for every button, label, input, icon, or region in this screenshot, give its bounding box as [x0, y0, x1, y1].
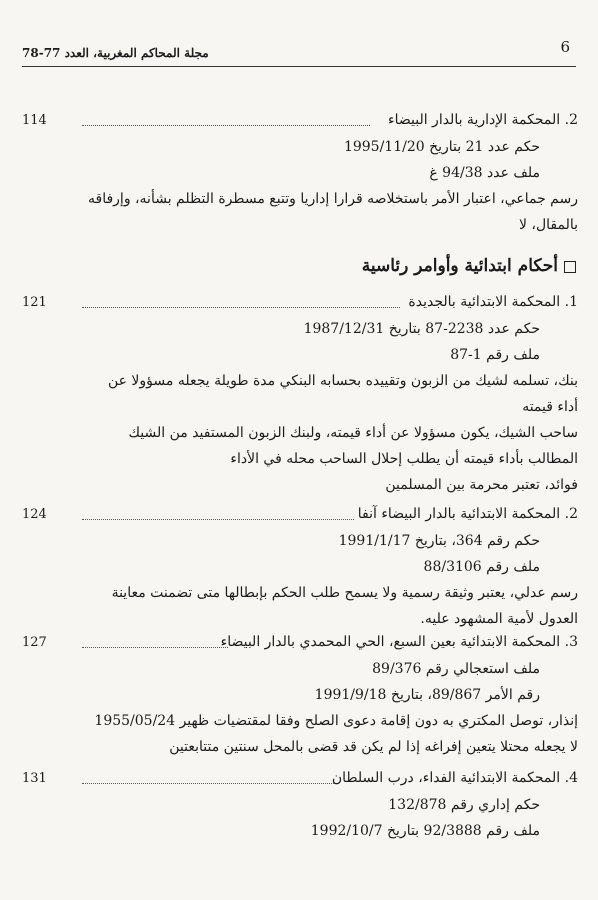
entry-line: أداء قيمته	[522, 399, 578, 415]
dot-leader	[82, 519, 354, 520]
index-entry	[22, 294, 578, 498]
court-name: 1. المحكمة الابتدائية بالجديدة	[408, 294, 578, 310]
entry-line: لا يجعله محتلا يتعين إفراغه إذا لم يكن قد قضى بالمحل سنتين متتابعتين	[169, 739, 578, 755]
entry-line: فوائد، تعتبر محرمة بين المسلمين	[385, 477, 578, 493]
entry-line: حكم إداري رقم 132/878	[388, 797, 540, 813]
index-entry	[22, 112, 578, 238]
entry-heading	[22, 634, 578, 656]
court-name: 3. المحكمة الابتدائية بعين السبع، الحي المحمدي بالدار البيضاء	[220, 634, 578, 650]
entry-line: ملف عدد 94/38 غ	[429, 165, 540, 181]
court-name: 2. المحكمة الإدارية بالدار البيضاء	[388, 112, 578, 128]
entry-line: ملف استعجالي رقم 89/376	[372, 661, 540, 677]
entry-page-number: 127	[22, 635, 47, 650]
entry-line: بالمقال، لا	[519, 217, 578, 233]
entry-page-number: 114	[22, 113, 47, 128]
entry-heading	[22, 294, 578, 316]
dot-leader	[82, 307, 400, 308]
index-entry	[22, 634, 578, 760]
entry-line: العدول لأمية المشهود عليه.	[420, 611, 578, 627]
entry-page-number: 124	[22, 507, 47, 522]
section-heading	[362, 256, 576, 276]
court-name: 4. المحكمة الابتدائية الفداء، درب السلطان	[331, 770, 578, 786]
entry-page-number: 131	[22, 771, 47, 786]
dot-leader	[82, 125, 370, 126]
entry-line: ملف رقم 88/3106	[423, 559, 540, 575]
entry-line: رسم عدلي، يعتبر وثيقة رسمية ولا يسمح طلب الحكم بإبطالها متى تضمنت معاينة	[111, 585, 578, 601]
dot-leader	[82, 647, 228, 648]
entry-page-number: 121	[22, 295, 47, 310]
index-entry	[22, 506, 578, 632]
entry-line: بنك، تسلمه لشيك من الزبون وتقييده بحسابه البنكي مدة طويلة يجعله مسؤولا عن	[107, 373, 578, 389]
entry-line: المطالب بأداء قيمته أن يطلب إحلال الساحب محله في الأداء	[230, 451, 578, 467]
entry-line: رسم جماعي، اعتبار الأمر باستخلاصه قرارا إداريا وتتبع مسطرة التظلم بشأنه، وإرفاقه	[88, 191, 578, 207]
index-entry	[22, 770, 578, 844]
page-number: 6	[560, 38, 570, 56]
entry-line: ملف رقم 1-87	[450, 347, 540, 363]
entry-heading	[22, 506, 578, 528]
journal-title: مجلة المحاكم المغربية، العدد 77-78	[22, 46, 209, 60]
dot-leader	[82, 783, 334, 784]
entry-line: حكم عدد 2238-87 بتاريخ 1987/12/31	[303, 321, 540, 337]
entry-line: إنذار، توصل المكتري به دون إقامة دعوى الصلح وفقا لمقتضيات ظهير 1955/05/24	[94, 713, 578, 729]
checkbox-square-icon	[564, 261, 576, 273]
entry-heading	[22, 112, 578, 134]
running-header	[22, 38, 576, 62]
entry-line: ملف رقم 92/3888 بتاريخ 1992/10/7	[310, 823, 540, 839]
entry-line: ساحب الشيك، يكون مسؤولا عن أداء قيمته، ولبنك الزبون المستفيد من الشيك	[128, 425, 578, 441]
section-title: أحكام ابتدائية وأوامر رئاسية	[361, 256, 558, 276]
court-name: 2. المحكمة الابتدائية بالدار البيضاء آنفا	[357, 506, 578, 522]
entry-line: حكم عدد 21 بتاريخ 1995/11/20	[343, 139, 540, 155]
entry-line: رقم الأمر 89/867، بتاريخ 1991/9/18	[314, 687, 540, 703]
header-divider	[22, 66, 576, 67]
entry-line: حكم رقم 364، بتاريخ 1991/1/17	[338, 533, 540, 549]
entry-heading	[22, 770, 578, 792]
